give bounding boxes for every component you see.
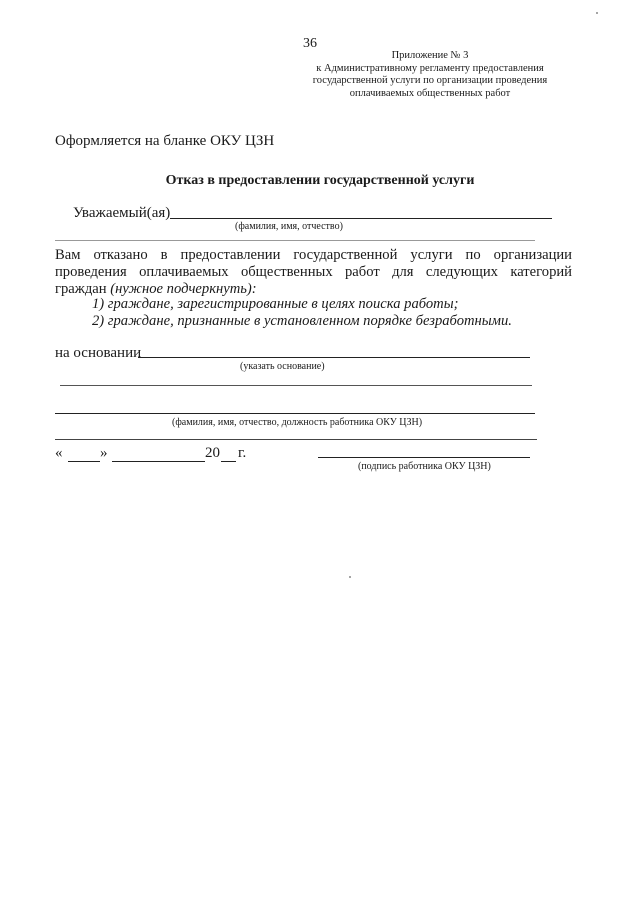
refusal-paragraph: [55, 247, 572, 298]
employee-line: [55, 413, 535, 414]
basis-label: на основании: [55, 345, 142, 361]
employee-extra-line: [55, 439, 537, 440]
signature-line: [318, 457, 530, 458]
page-number: 36: [303, 36, 317, 51]
greeting-name-line: [170, 218, 552, 219]
date-open-quote: «: [55, 445, 63, 461]
greeting-caption: (фамилия, имя, отчество): [235, 221, 343, 232]
category-option-1: 1) граждане, зарегистрированные в целях поиска работы;: [92, 296, 459, 312]
appendix-line-4: оплачиваемых общественных работ: [349, 87, 511, 99]
scan-speck: [596, 12, 598, 14]
greeting-extra-line: [55, 240, 535, 241]
basis-caption: (указать основание): [240, 361, 325, 372]
appendix-header: [280, 50, 580, 100]
appendix-line-3: государственной услуги по организации проведения: [312, 75, 548, 86]
appendix-line-1: Приложение № 3: [391, 50, 469, 61]
date-year-suffix: г.: [238, 445, 247, 461]
date-day-line: [68, 461, 100, 462]
date-year-line: [221, 461, 236, 462]
employee-caption: (фамилия, имя, отчество, должность работника ОКУ ЦЗН): [172, 417, 423, 428]
refusal-italic-note: (нужное подчеркнуть):: [110, 281, 257, 297]
signature-caption: (подпись работника ОКУ ЦЗН): [358, 461, 491, 472]
date-month-line: [112, 461, 205, 462]
greeting-label: Уважаемый(ая): [73, 205, 171, 221]
blank-note: Оформляется на бланке ОКУ ЦЗН: [55, 133, 275, 149]
basis-extra-line: [60, 385, 532, 386]
refusal-text: Вам отказано в предоставлении государственной услуги по организации проведения оплачиваемых общественных работ для следующих категорий граждан: [55, 247, 572, 297]
scan-speck: [349, 576, 351, 578]
date-year-prefix: 20: [205, 445, 220, 461]
category-option-2: 2) граждане, признанные в установленном порядке безработными.: [92, 313, 512, 329]
basis-line: [138, 357, 530, 358]
date-close-quote: »: [100, 445, 108, 461]
appendix-line-2: к Административному регламенту предоставления: [316, 62, 544, 74]
document-title: Отказ в предоставлении государственной услуги: [165, 173, 475, 188]
